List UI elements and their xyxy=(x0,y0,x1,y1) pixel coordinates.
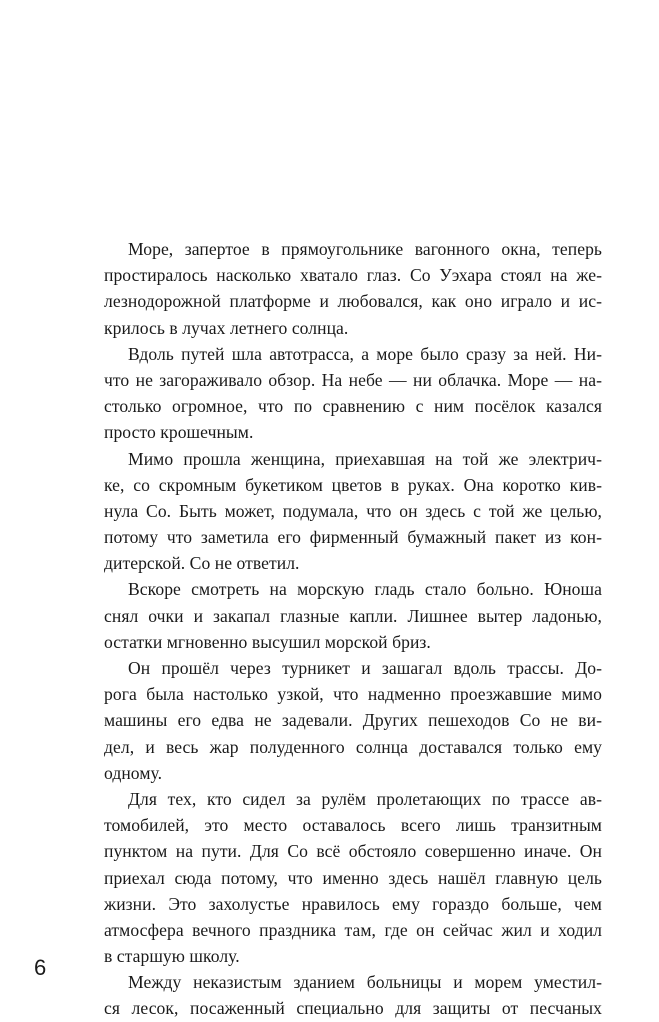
text-line: Вдоль путей шла автотрасса, а море было сразу за ней. Ни- xyxy=(128,343,602,364)
text-line: потому что заметила его фирменный бумажный пакет из кон- xyxy=(104,527,602,548)
text-line: ке, со скромным букетиком цветов в руках. Она коротко кив- xyxy=(104,474,602,495)
text-line: пунктом на пути. Для Со всё обстояло совершенно иначе. Он xyxy=(104,841,602,862)
text-line: просто крошечным. xyxy=(104,422,254,443)
text-line: жизни. Это захолустье нравилось ему гораздо больше, чем xyxy=(104,893,602,914)
text-line: Вскоре смотреть на морскую гладь стало больно. Юноша xyxy=(128,579,602,600)
text-line: дитерской. Со не ответил. xyxy=(104,553,300,574)
text-line: снял очки и закапал глазные капли. Лишнее вытер ладонью, xyxy=(104,605,602,626)
text-line: Он прошёл через турникет и зашагал вдоль трассы. До- xyxy=(128,658,602,678)
text-line: остатки мгновенно высушил морской бриз. xyxy=(104,631,431,652)
text-line: лезнодорожной платформе и любовался, как оно играло и ис- xyxy=(104,291,602,312)
text-line: приехал сюда потому, что именно здесь нашёл главную цель xyxy=(104,867,602,888)
text-line: рога была настолько узкой, что надменно проезжавшие мимо xyxy=(104,684,602,705)
text-line: дел, и весь жар полуденного солнца доставался только ему xyxy=(104,736,602,757)
body-text xyxy=(104,236,602,1022)
text-line: атмосфера вечного праздника там, где он сейчас жил и ходил xyxy=(104,919,602,940)
text-line: в старшую школу. xyxy=(104,946,240,967)
text-line: нула Со. Быть может, подумала, что он здесь с той же целью, xyxy=(104,500,602,521)
page-number: 6 xyxy=(34,955,47,980)
text-line: столько огромное, что по сравнению с ним посёлок казался xyxy=(104,396,602,417)
text-line: что не загораживало обзор. На небе — ни облачка. Море — на- xyxy=(104,369,602,390)
text-line: Мимо прошла женщина, приехавшая на той же электрич- xyxy=(128,448,602,469)
text-line: Море, запертое в прямоугольнике вагонного окна, теперь xyxy=(128,239,602,259)
text-line: Между неказистым зданием больницы и морем уместил- xyxy=(128,972,602,993)
text-line: машины его едва не задевали. Других пешеходов Со не ви- xyxy=(104,710,602,731)
text-line: простиралось насколько хватало глаз. Со Уэхара стоял на же- xyxy=(104,265,602,286)
text-line: крилось в лучах летнего солнца. xyxy=(104,317,349,338)
text-line: одному. xyxy=(104,762,163,783)
text-line: ся лесок, посаженный специально для защиты от песчаных xyxy=(104,998,602,1019)
text-line: томобилей, это место оставалось всего лишь транзитным xyxy=(104,815,602,836)
text-line: Для тех, кто сидел за рулём пролетающих по трассе ав- xyxy=(128,788,602,809)
